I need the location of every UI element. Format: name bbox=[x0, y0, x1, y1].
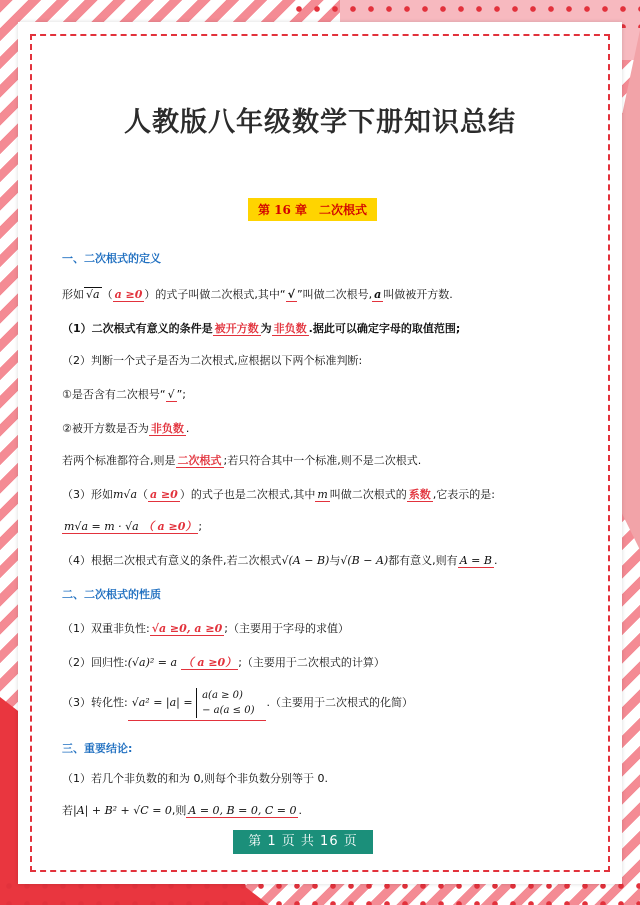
piecewise-formula bbox=[196, 688, 254, 718]
text: （3）转化性: bbox=[62, 696, 128, 709]
section-heading-conclusions: 三、重要结论: bbox=[62, 742, 133, 755]
answer-blank: （ a ≥0） bbox=[142, 520, 197, 533]
answer-blank: A = 0, B = 0, C = 0 bbox=[188, 804, 297, 817]
text: 形如 bbox=[62, 288, 84, 301]
text-line: （1）若几个非负数的和为 0,则每个非负数分别等于 0. bbox=[62, 772, 328, 785]
answer-blank: a ≥0 bbox=[150, 488, 178, 501]
text: . bbox=[185, 422, 190, 435]
text: （4）根据二次根式有意义的条件,若二次根式 bbox=[62, 554, 282, 567]
text: ;（主要用于字母的求值） bbox=[224, 622, 349, 635]
text-line bbox=[62, 552, 582, 568]
text: ②被开方数是否为 bbox=[62, 422, 149, 435]
answer-blank: 非负数 bbox=[273, 322, 307, 335]
text: （ bbox=[137, 488, 148, 501]
answer-blank: 被开方数 bbox=[214, 322, 259, 335]
text: 叫做被开方数. bbox=[383, 288, 453, 301]
page-title: 人教版八年级数学下册知识总结 bbox=[124, 107, 516, 138]
text-line bbox=[62, 386, 582, 402]
chapter-heading: 第 16 章 二次根式 bbox=[248, 198, 377, 221]
text: .据此可以确定字母的取值范围; bbox=[308, 322, 461, 335]
text-line bbox=[62, 518, 582, 534]
text: 为 bbox=[260, 322, 272, 335]
answer-blank: 二次根式 bbox=[177, 454, 222, 467]
formula: √(B − A) bbox=[340, 554, 389, 567]
radical-sign: √ bbox=[167, 388, 175, 401]
text: ;（主要用于二次根式的计算） bbox=[238, 656, 385, 669]
text: . bbox=[298, 804, 302, 817]
text: ）的式子也是二次根式,其中 bbox=[179, 488, 316, 501]
text-line bbox=[62, 486, 582, 502]
text-line bbox=[62, 688, 582, 721]
section-heading-definition: 一、二次根式的定义 bbox=[62, 252, 161, 265]
text-line bbox=[62, 420, 582, 436]
text-line bbox=[62, 286, 582, 302]
answer-blank: √a ≥0, a ≥0 bbox=[151, 622, 223, 635]
text: （1）双重非负性: bbox=[62, 622, 150, 635]
document-page bbox=[18, 22, 622, 884]
case-1: a(a ≥ 0) bbox=[202, 690, 243, 701]
answer-blank: 非负数 bbox=[150, 422, 184, 435]
answer-blank: （ a ≥0） bbox=[182, 656, 237, 669]
formula: m√a bbox=[113, 488, 137, 501]
text-line bbox=[62, 620, 582, 636]
formula: √(A − B) bbox=[281, 554, 330, 567]
formula: √a² = |a| = bbox=[131, 696, 193, 709]
text: ;若只符合其中一个标准,则不是二次根式. bbox=[223, 454, 422, 467]
page-number-footer: 第 1 页 共 16 页 bbox=[233, 830, 373, 854]
text: 叫做二次根式的 bbox=[329, 488, 407, 501]
text-line bbox=[62, 802, 582, 818]
answer-blank: a bbox=[374, 288, 382, 301]
text: ,则 bbox=[171, 804, 187, 817]
text: （2）回归性: bbox=[62, 656, 128, 669]
formula: |A| + B² + √C = 0 bbox=[73, 804, 172, 817]
answer-blank: A = B bbox=[459, 554, 492, 567]
text: .（主要用于二次根式的化简） bbox=[266, 696, 413, 709]
formula: √a bbox=[86, 288, 100, 301]
text-line bbox=[62, 452, 582, 468]
text-line bbox=[62, 320, 582, 336]
case-2: − a(a ≤ 0) bbox=[202, 705, 255, 716]
answer-blank: 系数 bbox=[408, 488, 431, 501]
text-line: （2）判断一个式子是否为二次根式,应根据以下两个标准判断: bbox=[62, 354, 363, 367]
text: ）的式子叫做二次根式,其中“ bbox=[144, 288, 286, 301]
text: （3）形如 bbox=[62, 488, 113, 501]
answer-blank: a ≥0 bbox=[114, 288, 143, 301]
text: ①是否含有二次根号“ bbox=[62, 388, 166, 401]
answer-blank: m bbox=[317, 488, 328, 501]
text: （1）二次根式有意义的条件是 bbox=[62, 322, 213, 335]
formula: (√a)² = a bbox=[127, 656, 178, 669]
text: 都有意义,则有 bbox=[388, 554, 458, 567]
text: 若两个标准都符合,则是 bbox=[62, 454, 176, 467]
section-heading-properties: 二、二次根式的性质 bbox=[62, 588, 161, 601]
text: （ bbox=[101, 288, 113, 301]
text-line bbox=[62, 654, 582, 670]
formula: m√a = m · √a bbox=[64, 520, 139, 533]
radical-sign: √ bbox=[287, 288, 295, 301]
text: 若 bbox=[62, 804, 73, 817]
text: ”; bbox=[176, 388, 186, 401]
text: ,它表示的是: bbox=[432, 488, 495, 501]
formula bbox=[128, 688, 267, 721]
text: 与 bbox=[329, 554, 341, 567]
text: ; bbox=[198, 520, 203, 533]
text: . bbox=[493, 554, 498, 567]
text: ”叫做二次根号, bbox=[296, 288, 373, 301]
